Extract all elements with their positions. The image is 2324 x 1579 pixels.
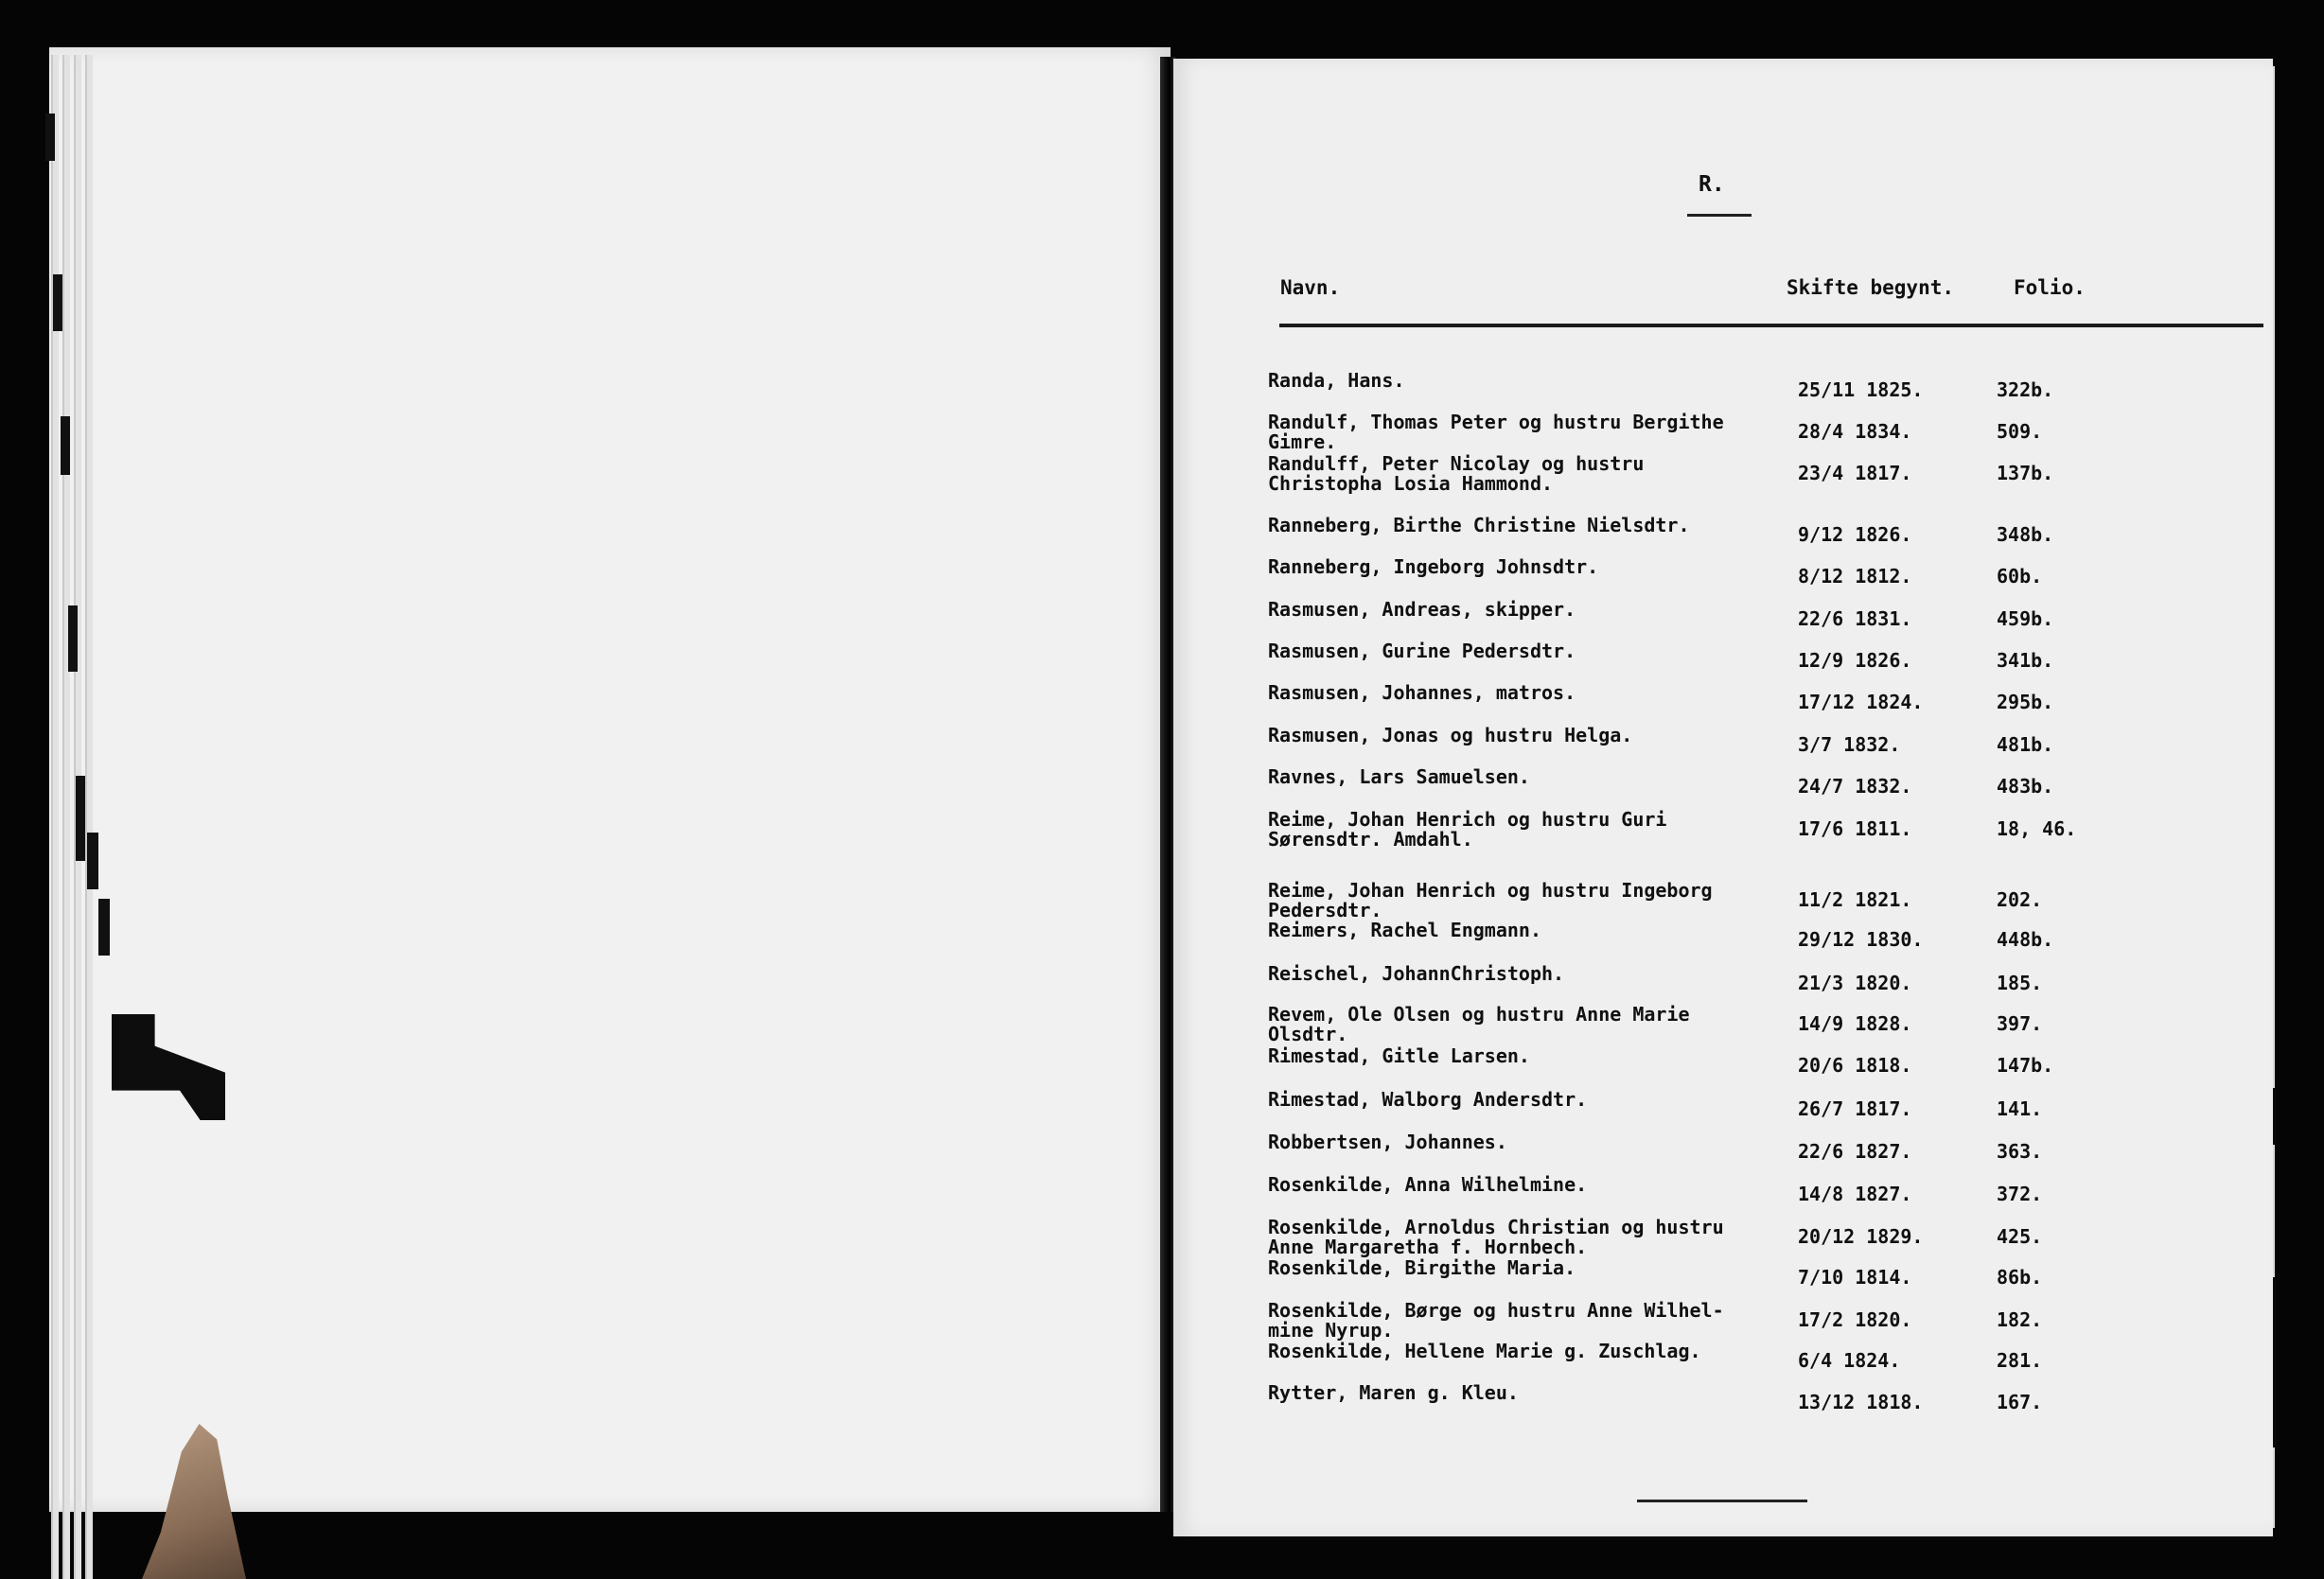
entry-name: Reimers, Rachel Engmann. — [1268, 919, 1541, 941]
index-entries — [1173, 59, 2273, 1536]
entry-folio: 425. — [1997, 1225, 2043, 1248]
entry-date: 17/12 1824. — [1798, 691, 1924, 713]
entry-name: Reime, Johan Henrich og hustru Guri Sørensdtr. Amdahl. — [1268, 808, 1667, 851]
section-letter: R. — [1699, 172, 1725, 197]
entry-date: 14/8 1827. — [1798, 1183, 1912, 1205]
entry-folio: 397. — [1997, 1012, 2043, 1035]
index-tab — [45, 114, 55, 161]
column-header-date: Skifte begynt. — [1787, 276, 1955, 299]
index-entry — [1268, 1383, 2271, 1440]
entry-folio: 86b. — [1997, 1266, 2043, 1289]
entry-name: Rosenkilde, Børge og hustru Anne Wilhel- mine Nyrup. — [1268, 1299, 1724, 1342]
entry-folio: 167. — [1997, 1391, 2043, 1413]
entry-name: Rosenkilde, Arnoldus Christian og hustru Anne Margaretha f. Hornbech. — [1268, 1216, 1724, 1258]
entry-folio: 147b. — [1997, 1054, 2054, 1077]
entry-folio: 281. — [1997, 1349, 2043, 1372]
entry-date: 17/6 1811. — [1798, 817, 1912, 840]
entry-folio: 182. — [1997, 1308, 2043, 1331]
entry-date: 8/12 1812. — [1798, 565, 1912, 588]
right-page — [1173, 59, 2273, 1536]
entry-name: Reischel, JohannChristoph. — [1268, 962, 1565, 985]
index-tab — [98, 899, 110, 956]
left-page — [49, 47, 1171, 1512]
entry-folio: 202. — [1997, 888, 2043, 911]
entry-name: Rosenkilde, Hellene Marie g. Zuschlag. — [1268, 1340, 1701, 1362]
entry-date: 29/12 1830. — [1798, 928, 1924, 951]
entry-date: 14/9 1828. — [1798, 1012, 1912, 1035]
entry-date: 21/3 1820. — [1798, 972, 1912, 994]
entry-folio: 509. — [1997, 420, 2043, 443]
entry-folio: 348b. — [1997, 523, 2054, 546]
index-tab — [68, 605, 78, 672]
entry-date: 20/6 1818. — [1798, 1054, 1912, 1077]
entry-folio: 372. — [1997, 1183, 2043, 1205]
index-tab — [87, 833, 98, 889]
entry-folio: 341b. — [1997, 649, 2054, 672]
entry-date: 20/12 1829. — [1798, 1225, 1924, 1248]
entry-name: Rosenkilde, Birgithe Maria. — [1268, 1256, 1576, 1279]
entry-name: Randulff, Peter Nicolay og hustru Christopha Losia Hammond. — [1268, 452, 1645, 495]
entry-date: 17/2 1820. — [1798, 1308, 1912, 1331]
entry-name: Rosenkilde, Anna Wilhelmine. — [1268, 1173, 1588, 1196]
page-leaf-edge — [85, 55, 93, 1579]
column-header-name: Navn. — [1280, 276, 1341, 299]
entry-name: Ranneberg, Birthe Christine Nielsdtr. — [1268, 514, 1690, 536]
entry-date: 24/7 1832. — [1798, 775, 1912, 798]
entry-folio: 185. — [1997, 972, 2043, 994]
entry-name: Rasmusen, Andreas, skipper. — [1268, 598, 1576, 621]
entry-date: 9/12 1826. — [1798, 523, 1912, 546]
entry-date: 12/9 1826. — [1798, 649, 1912, 672]
entry-name: Rasmusen, Jonas og hustru Helga. — [1268, 724, 1633, 746]
page-leaf-edge — [62, 55, 70, 1579]
entry-name: Revem, Ole Olsen og hustru Anne Marie Olsdtr. — [1268, 1003, 1690, 1045]
entry-date: 3/7 1832. — [1798, 733, 1901, 756]
entry-date: 22/6 1831. — [1798, 607, 1912, 630]
entry-date: 23/4 1817. — [1798, 462, 1912, 484]
entry-name: Ranneberg, Ingeborg Johnsdtr. — [1268, 555, 1599, 578]
closing-rule — [1637, 1500, 1807, 1502]
entry-name: Rytter, Maren g. Kleu. — [1268, 1381, 1519, 1404]
entry-date: 7/10 1814. — [1798, 1266, 1912, 1289]
entry-name: Rasmusen, Gurine Pedersdtr. — [1268, 640, 1576, 662]
entry-folio: 322b. — [1997, 378, 2054, 401]
entry-date: 11/2 1821. — [1798, 888, 1912, 911]
entry-folio: 483b. — [1997, 775, 2054, 798]
entry-name: Randa, Hans. — [1268, 369, 1405, 392]
entry-folio: 363. — [1997, 1140, 2043, 1163]
index-tab — [61, 416, 70, 475]
index-tab — [53, 274, 62, 331]
entry-name: Robbertsen, Johannes. — [1268, 1131, 1507, 1153]
entry-date: 26/7 1817. — [1798, 1097, 1912, 1120]
entry-name: Rimestad, Gitle Larsen. — [1268, 1044, 1530, 1067]
entry-name: Randulf, Thomas Peter og hustru Bergithe Gimre. — [1268, 411, 1724, 453]
entry-folio: 18, 46. — [1997, 817, 2077, 840]
entry-name: Reime, Johan Henrich og hustru Ingeborg Pedersdtr. — [1268, 879, 1713, 921]
entry-name: Rasmusen, Johannes, matros. — [1268, 681, 1576, 704]
entry-date: 25/11 1825. — [1798, 378, 1924, 401]
index-entry — [1268, 810, 2271, 867]
entry-folio: 137b. — [1997, 462, 2054, 484]
index-entry — [1268, 454, 2271, 511]
entry-folio: 141. — [1997, 1097, 2043, 1120]
entry-folio: 448b. — [1997, 928, 2054, 951]
entry-folio: 481b. — [1997, 733, 2054, 756]
entry-name: Ravnes, Lars Samuelsen. — [1268, 765, 1530, 788]
entry-folio: 295b. — [1997, 691, 2054, 713]
index-tab — [76, 776, 85, 861]
entry-date: 13/12 1818. — [1798, 1391, 1924, 1413]
entry-folio: 459b. — [1997, 607, 2054, 630]
column-header-folio: Folio. — [2014, 276, 2086, 299]
entry-folio: 60b. — [1997, 565, 2043, 588]
entry-date: 6/4 1824. — [1798, 1349, 1901, 1372]
entry-date: 22/6 1827. — [1798, 1140, 1912, 1163]
entry-name: Rimestad, Walborg Andersdtr. — [1268, 1088, 1588, 1111]
entry-date: 28/4 1834. — [1798, 420, 1912, 443]
